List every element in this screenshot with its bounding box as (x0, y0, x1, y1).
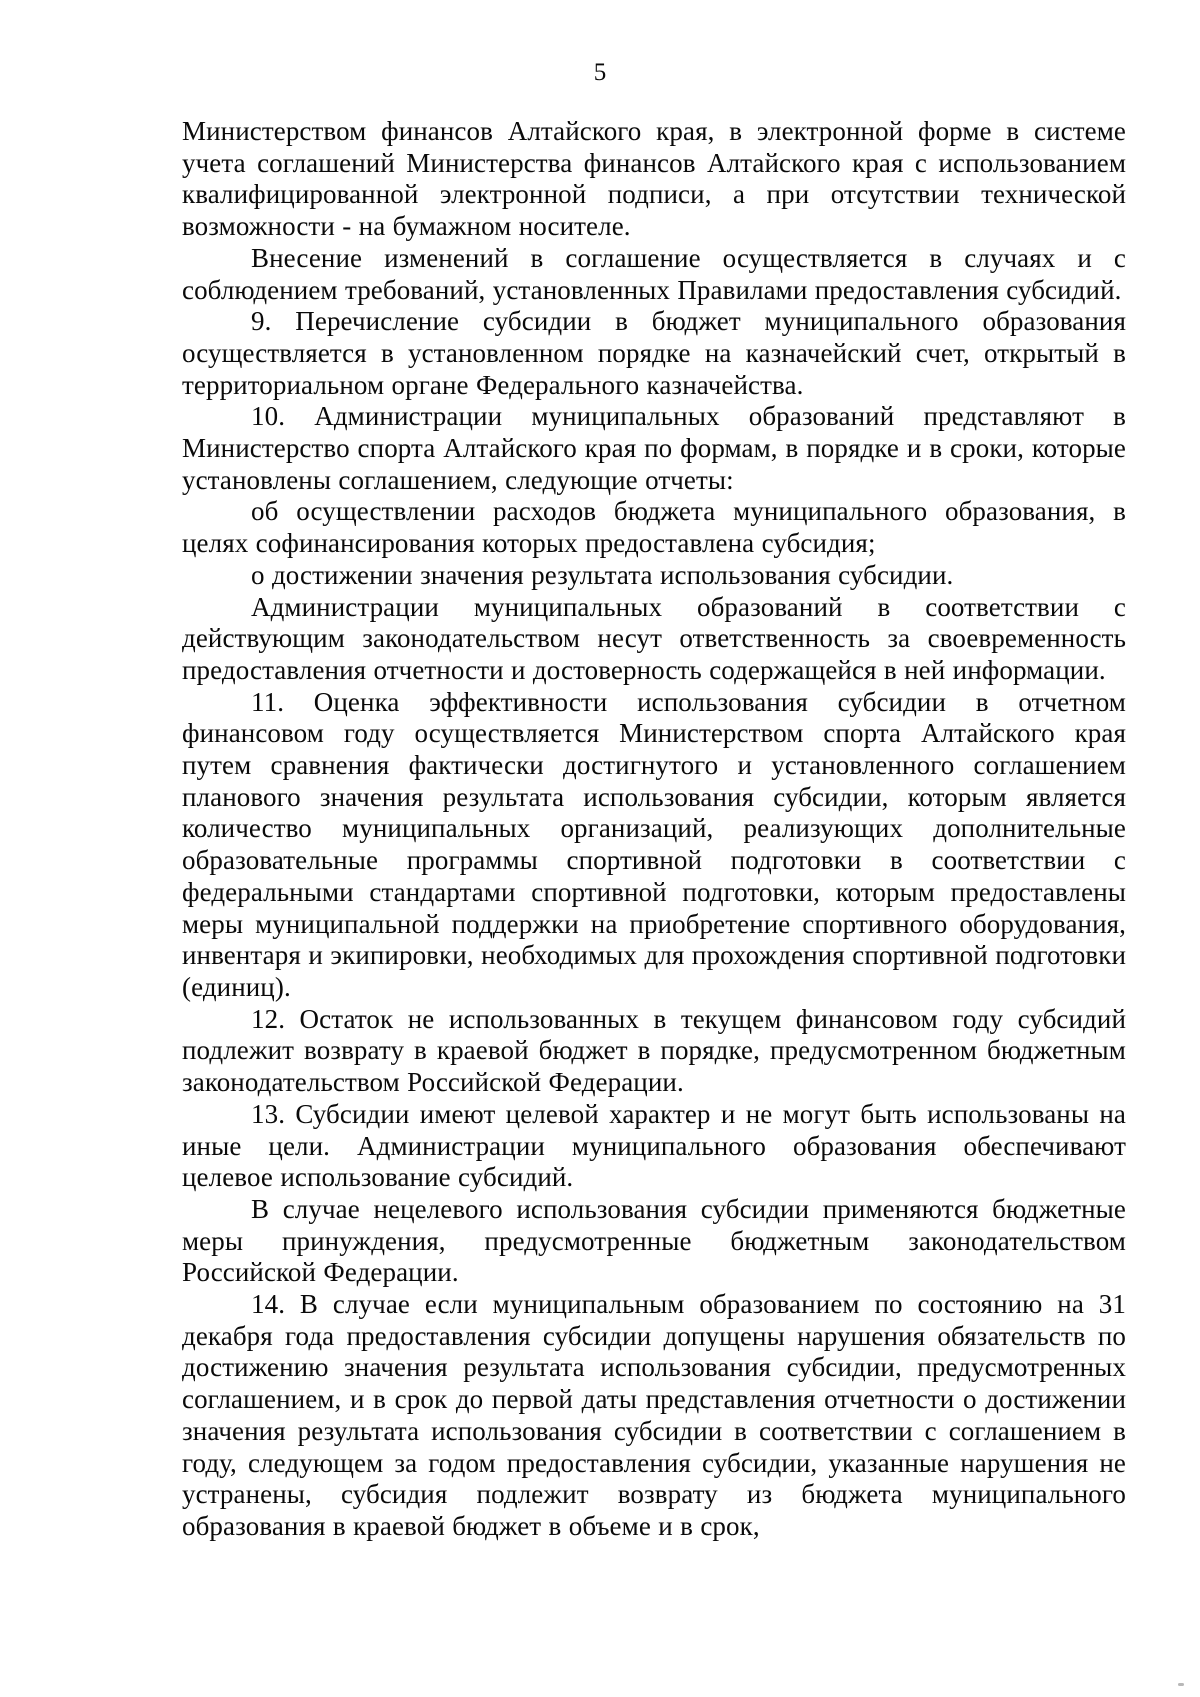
paragraph-report-expenses: об осуществлении расходов бюджета муниципального образования, в целях софинансирования которых предоставлена субсидия; (182, 496, 1126, 559)
page-number: 5 (593, 59, 607, 86)
paragraph-misuse-measures: В случае нецелевого использования субсидии применяются бюджетные меры принуждения, предусмотренные бюджетным законодательством Российской Федерации. (182, 1193, 1126, 1288)
paragraph-11-efficiency: 11. Оценка эффективности использования субсидии в отчетном финансовом году осуществляется Министерством спорта Алтайского края путем сравнения фактически достигнутого и установленного соглашением планового значения результата использования субсидии, которым является количество муниципальных организаций, реализующих дополнительные образовательные программы спортивной подготовки в соответствии с федеральными стандартами спортивной подготовки, которым предоставлены меры муниципальной поддержки на приобретение спортивного оборудования, инвентаря и экипировки, необходимых для прохождения спортивной подготовки (единиц). (182, 686, 1126, 1002)
paragraph-agreement-form: Министерством финансов Алтайского края, в электронной форме в системе учета соглашений Министерства финансов Алтайского края с использованием квалифицированной электронной подписи, а при отсутствии технической возможности - на бумажном носителе. (182, 116, 1126, 242)
paragraph-14-violations: 14. В случае если муниципальным образованием по состоянию на 31 декабря года предоставления субсидии допущены нарушения обязательств по достижению значения результата использования субсидии, предусмотренных соглашением, и в срок до первой даты представления отчетности о достижении значения результата использования субсидии в соответствии с соглашением в году, следующем за годом предоставления субсидии, указанные нарушения не устранены, субсидия подлежит возврату из бюджета муниципального образования в краевой бюджет в объеме и в срок, (182, 1289, 1126, 1541)
paragraph-9-subsidy-transfer: 9. Перечисление субсидии в бюджет муниципального образования осуществляется в установленном порядке на казначейский счет, открытый в территориальном органе Федерального казначейства. (182, 306, 1126, 400)
paragraph-10-reports: 10. Администрации муниципальных образований представляют в Министерство спорта Алтайского края по формам, в порядке и в сроки, которые установлены соглашением, следующие отчеты: (182, 401, 1126, 495)
scan-edge-mark (1178, 1683, 1184, 1686)
paragraph-13-target-use: 13. Субсидии имеют целевой характер и не могут быть использованы на иные цели. Администрации муниципального образования обеспечивают целевое использование субсидий. (182, 1098, 1126, 1193)
paragraph-report-result: о достижении значения результата использования субсидии. (251, 559, 954, 590)
paragraph-12-remainder: 12. Остаток не использованных в текущем финансовом году субсидий подлежит возврату в краевой бюджет в порядке, предусмотренном бюджетным законодательством Российской Федерации. (182, 1003, 1126, 1098)
document-body (182, 116, 1126, 1543)
paragraph-agreement-changes: Внесение изменений в соглашение осуществляется в случаях и с соблюдением требований, установленных Правилами предоставления субсидий. (182, 242, 1126, 305)
paragraph-responsibility: Администрации муниципальных образований в соответствии с действующим законодательством несут ответственность за своевременность предоставления отчетности и достоверность содержащейся в ней информации. (182, 591, 1126, 685)
